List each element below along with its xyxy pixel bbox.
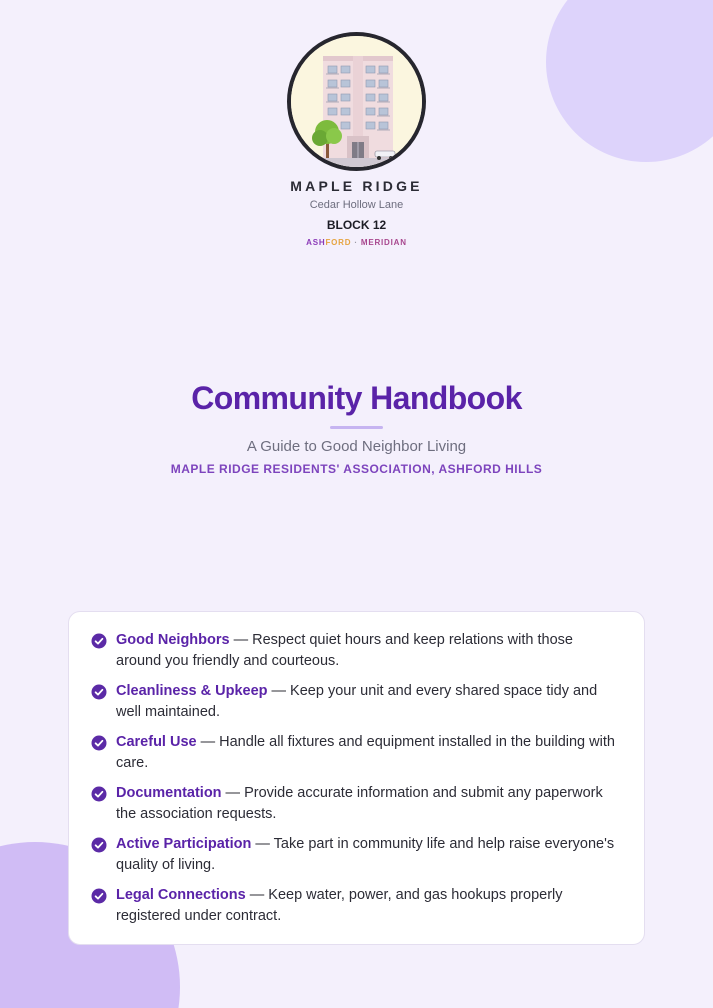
brand-name: MAPLE RIDGE <box>290 178 423 194</box>
apartment-building-icon <box>291 36 422 167</box>
brand-street: Cedar Hollow Lane <box>309 199 404 211</box>
rule-item <box>91 732 622 783</box>
tagline-part: MERIDIAN <box>360 238 407 247</box>
title-divider <box>330 426 383 429</box>
rule-text: — Provide accurate information and submit any paperwork the association requests. <box>116 785 603 822</box>
rule-text: — Respect quiet hours and keep relations with those around you friendly and courteous. <box>116 632 573 669</box>
rules-card <box>68 611 645 945</box>
rule-label: Careful Use <box>116 734 197 750</box>
rule-item <box>91 783 622 834</box>
rule-text: — Take part in community life and help raise everyone's quality of living. <box>116 836 615 873</box>
building-logo <box>287 32 426 171</box>
check-circle-icon <box>91 786 107 802</box>
rule-item <box>91 681 622 732</box>
tagline-part: FORD <box>325 238 352 247</box>
rule-text: — Keep your unit and every shared space tidy and well maintained. <box>116 683 598 720</box>
rule-item <box>91 630 622 681</box>
check-circle-icon <box>91 684 107 700</box>
brand-tagline <box>0 238 713 247</box>
rule-label: Documentation <box>116 785 222 801</box>
organization-name: MAPLE RIDGE RESIDENTS' ASSOCIATION, ASHFORD HILLS <box>170 462 543 476</box>
rule-label: Legal Connections <box>116 887 246 903</box>
tagline-separator: · <box>351 238 361 247</box>
rule-text: — Keep water, power, and gas hookups properly registered under contract. <box>116 887 563 924</box>
brand-block: BLOCK 12 <box>326 218 387 232</box>
rule-label: Active Participation <box>116 836 252 852</box>
page-subtitle: A Guide to Good Neighbor Living <box>246 438 467 455</box>
check-circle-icon <box>91 888 107 904</box>
decorative-circle-top-right <box>546 0 713 162</box>
rule-item <box>91 885 622 936</box>
page-title: Community Handbook <box>191 380 522 416</box>
tagline-part: ASH <box>306 238 326 247</box>
rule-label: Good Neighbors <box>116 632 230 648</box>
rule-label: Cleanliness & Upkeep <box>116 683 268 699</box>
check-circle-icon <box>91 633 107 649</box>
rule-item <box>91 834 622 885</box>
rule-text: — Handle all fixtures and equipment installed in the building with care. <box>116 734 615 771</box>
check-circle-icon <box>91 735 107 751</box>
check-circle-icon <box>91 837 107 853</box>
